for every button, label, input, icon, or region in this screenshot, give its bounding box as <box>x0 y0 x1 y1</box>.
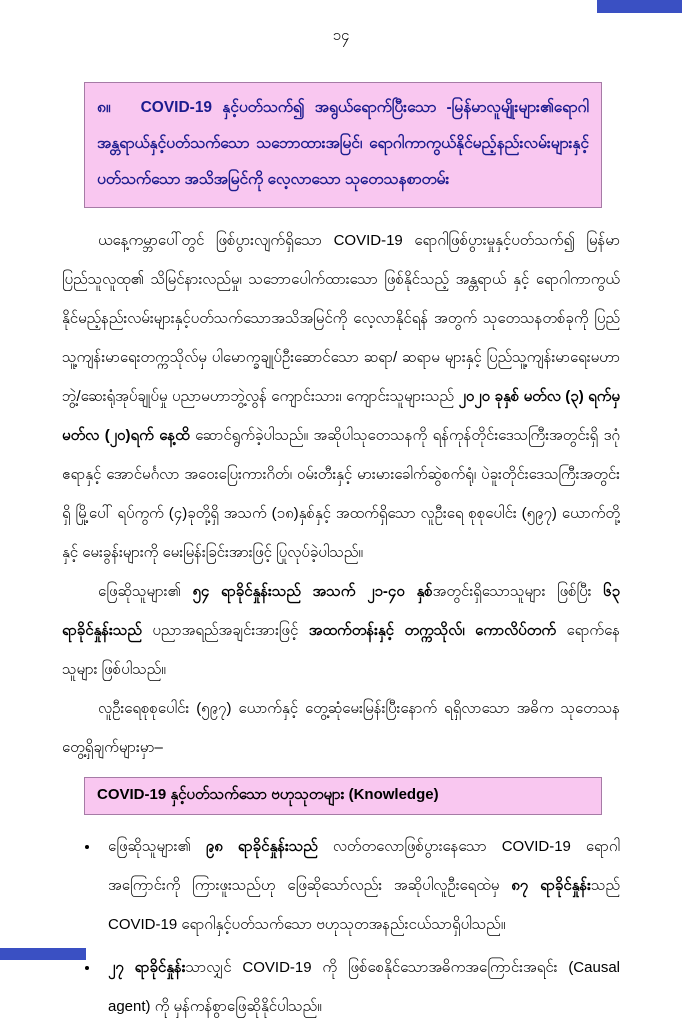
text-run: ဖြေဆိုသူများ၏ <box>98 583 193 600</box>
emphasized-text: ၈၇ ရာခိုင်နှုန်း <box>511 877 591 894</box>
findings-list <box>62 827 620 1026</box>
emphasized-text: ၉၈ ရာခိုင်နှုန်းသည် <box>205 838 318 855</box>
text-run: ရောက်နေသူများ ဖြစ်ပါသည်။ <box>62 622 620 678</box>
emphasized-text: ၆၃ ရာခိုင်နှုန်းသည် <box>62 583 620 639</box>
section-title-box <box>84 82 602 208</box>
knowledge-header-box: COVID-19 နှင့်ပတ်သက်သော ဗဟုသုတများ (Knowledge) <box>84 777 602 815</box>
section-title-text: COVID-19 နှင့်ပတ်သက်၍ အရွယ်ရောက်ပြီးသော -မြန်မာလူမျိုးများ၏ရောဂါ အန္တရာယ်နှင့်ပတ်သက်သော သဘောထားအမြင်၊ ရောဂါကာကွယ်နိုင်မည့်နည်းလမ်းများနှင့် ပတ်သက်သော အသိအမြင်ကို လေ့လာသော သုတေသနစာတမ်း <box>97 99 589 188</box>
body-paragraphs <box>62 221 620 767</box>
body-paragraph <box>62 689 620 767</box>
top-right-edge-bar <box>597 0 682 13</box>
section-number: ၈။ <box>97 99 111 116</box>
text-run: ယနေ့ကမ္ဘာပေါ်တွင် ဖြစ်ပွားလျက်ရှိသော COVID-19 ရောဂါဖြစ်ပွားမှုနှင့်ပတ်သက်၍ မြန်မာ ပြည်သူလူထု၏ သိမြင်နားလည်မှု၊ သဘောပေါက်ထားသော ဖြစ်နိုင်သည့် အန္တရာယ် နှင့် ရောဂါကာကွယ်နိုင်မည့်နည်းလမ်းများနှင့်ပတ်သက်သောအသိအမြင်ကို လေ့လာနိုင်ရန် အတွက် သုတေသနတစ်ခုကို ပြည်သူ့ကျန်းမာရေးတက္ကသိုလ်မှ ပါမောက္ခချုပ်ဦးဆောင်သော ဆရာ/ ဆရာမ များနှင့် ပြည်သူ့ကျန်းမာရေးမဟာဘွဲ့/ဆေးရုံအုပ်ချုပ်မှု ပညာမဟာဘွဲ့လွန် ကျောင်းသား၊ ကျောင်းသူများသည် <box>62 232 620 405</box>
text-run: လူဦးရေစုစုပေါင်း (၅၉၇) ယောက်နှင့် တွေ့ဆုံမေးမြန်းပြီးနောက် ရရှိလာသော အဓိက သုတေသနတွေ့ရှိချက်များမှာ– <box>62 700 620 756</box>
page-number: ၁၄ <box>332 27 350 44</box>
emphasized-text: ၂၀၂၀ ခုနှစ် မတ်လ (၃) ရက်မှ မတ်လ (၂၀)ရက် နေ့ထိ <box>62 388 620 444</box>
text-run: လတ်တလောဖြစ်ပွားနေသော COVID-19 ရောဂါ အကြောင်းကို ကြားဖူးသည်ဟု ဖြေဆိုသော်လည်း အဆိုပါလူဦးရေထဲမှ <box>108 838 620 894</box>
text-run: အတွင်းရှိသောသူများ ဖြစ်ပြီး <box>432 583 604 600</box>
bottom-left-edge-bar <box>0 948 86 960</box>
emphasized-text: အသက် ၂၁-၄၀ နှစ် <box>312 583 433 600</box>
text-run: ပညာအရည်အချင်းအားဖြင့် <box>141 622 309 639</box>
body-paragraph <box>62 572 620 689</box>
emphasized-text: အထက်တန်းနှင့် တက္ကသိုလ်၊ ကောလိပ်တက် <box>308 622 557 639</box>
text-run <box>301 583 313 600</box>
finding-item <box>100 948 620 1026</box>
text-run: သာလျှင် COVID-19 ကို ဖြစ်စေနိုင်သောအဓိကအကြောင်းအရင်း (Causal agent) ကို မှန်ကန်စွာဖြေဆိုနိုင်ပါသည်။ <box>108 959 621 1015</box>
text-run: ဆောင်ရွက်ခဲ့ပါသည်။ အဆိုပါသုတေသနကို ရန်ကုန်တိုင်းဒေသကြီးအတွင်းရှိ ဒဂုံဧရာနှင့် အောင်မင်္ဂလာ အဝေးပြေးကားဂိတ်၊ ဝမ်းတီးနှင့် မားမားခေါက်ဆွဲစက်ရုံ၊ ပဲခူးတိုင်းဒေသကြီးအတွင်းရှိ မြို့ပေါ် ရပ်ကွက် (၄)ခုတို့ရှိ အသက် (၁၈)နှစ်နှင့် အထက်ရှိသော လူဦးရေ စုစုပေါင်း (၅၉၇) ယောက်တို့ နှင့် မေးခွန်းများကို မေးမြန်းခြင်းအားဖြင့် ပြုလုပ်ခဲ့ပါသည်။ <box>62 427 621 561</box>
emphasized-text: ၅၄ ရာခိုင်နှုန်းသည် <box>192 583 301 600</box>
emphasized-text: ၂၇ ရာခိုင်နှုန်း <box>108 959 186 976</box>
text-run: သည် COVID-19 ရောဂါနှင့်ပတ်သက်သော ဗဟုသုတအနည်းငယ်သာရှိပါသည်။ <box>108 877 620 933</box>
finding-item <box>100 827 620 944</box>
text-run: ဖြေဆိုသူများ၏ <box>108 838 206 855</box>
body-paragraph <box>62 221 620 572</box>
